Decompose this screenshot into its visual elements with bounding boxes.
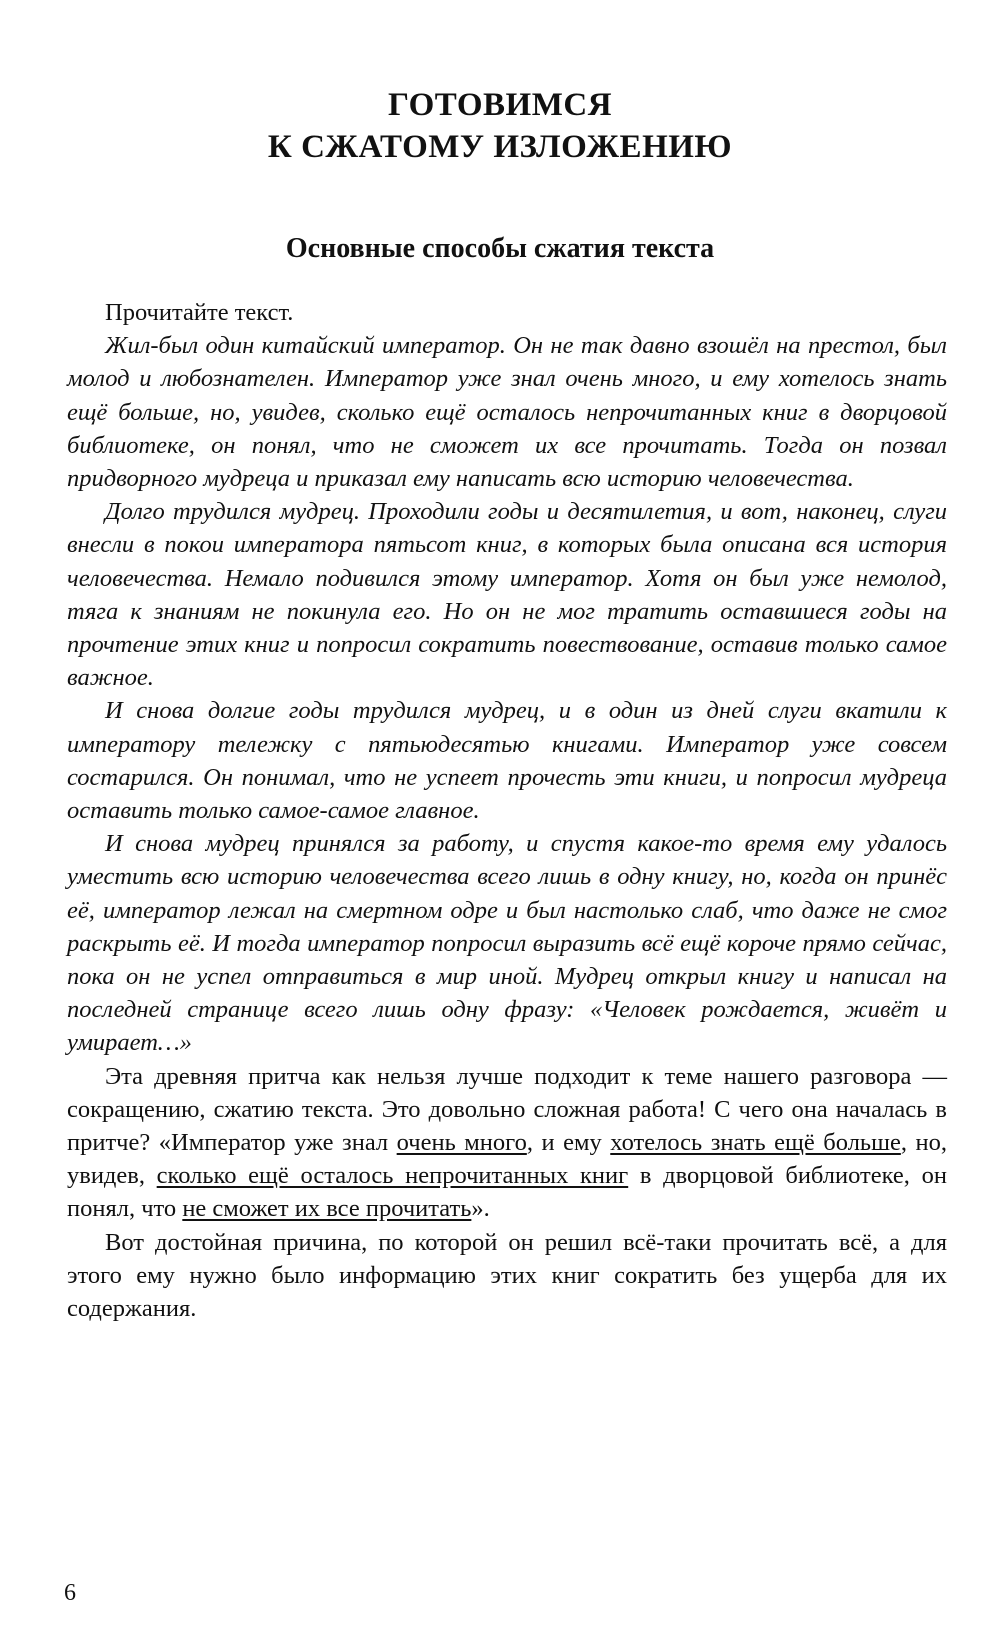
story-paragraph-3: И снова долгие годы трудился мудрец, и в один из дней слуги вкатили к императору тележку с пятьюдесятью книгами. Император уже совсем состарился. Он понимал, что не успеет прочесть эти книги, и попросил мудреца оставить только самое-самое главное.: [67, 697, 947, 825]
underlined-phrase: сколько ещё осталось непрочитанных книг: [156, 1162, 629, 1190]
chapter-title-line-1: ГОТОВИМСЯ: [387, 87, 613, 123]
text-body: [67, 296, 947, 1325]
commentary-text: ».: [471, 1195, 490, 1223]
section-title: Основные способы сжатия текста: [285, 233, 715, 264]
underlined-phrase: не сможет их все прочитать: [182, 1195, 472, 1223]
commentary-paragraph-2: Вот достойная причина, по которой он решил всё-таки прочитать всё, а для этого ему нужно было информацию этих книг сократить без ущерба для их содержания.: [67, 1228, 947, 1323]
story-paragraph-4: И снова мудрец принялся за работу, и спустя какое-то время ему удалось уместить всю историю человечества всего лишь в одну книгу, но, когда он принёс её, император лежал на смертном одре и был настолько слаб, что даже не смог раскрыть её. И тогда император попросил выразить всё ещё короче прямо сейчас, пока он не успел отправиться в мир иной. Мудрец открыл книгу и написал на последней странице всего лишь одну фразу: «Человек рождается, живёт и умирает…»: [67, 830, 947, 1057]
commentary-text: , но, увидев,: [67, 1129, 947, 1190]
underlined-phrase: хотелось знать ещё больше: [610, 1129, 901, 1157]
instruction-paragraph: Прочитайте текст.: [105, 299, 294, 326]
story-paragraph-2: Долго трудился мудрец. Проходили годы и десятилетия, и вот, наконец, слуги внесли в покои императора пятьсот книг, в которых была описана вся история человечества. Немало подивился этому император. Хотя он был уже немолод, тяга к знаниям не покинула его. Но он не мог тратить оставшиеся годы на прочтение этих книг и попросил сократить повествование, оставив только самое важное.: [67, 498, 947, 692]
commentary-text: , и ему: [526, 1129, 611, 1157]
commentary-text: в дворцовой библиотеке, он понял, что: [67, 1162, 947, 1223]
chapter-title: [0, 84, 1000, 168]
underlined-phrase: очень много: [396, 1129, 527, 1157]
story-paragraph-1: Жил-был один китайский император. Он не так давно взошёл на престол, был молод и любознателен. Император уже знал очень много, и ему хотелось знать ещё больше, но, увидев, сколько ещё осталось непрочитанных книг в дворцовой библиотеке, он понял, что не сможет их все прочитать. Тогда он позвал придворного мудреца и приказал ему написать всю историю человечества.: [67, 332, 947, 493]
page-number: 6: [64, 1580, 76, 1606]
chapter-title-line-2: К СЖАТОМУ ИЗЛОЖЕНИЮ: [267, 129, 733, 165]
commentary-text: Эта древняя притча как нельзя лучше подходит к теме нашего разговора — сокращению, сжатию текста. Это довольно сложная работа! С чего она началась в притче? «Император уже знал: [67, 1062, 947, 1157]
commentary-paragraph-1: [67, 1060, 947, 1226]
